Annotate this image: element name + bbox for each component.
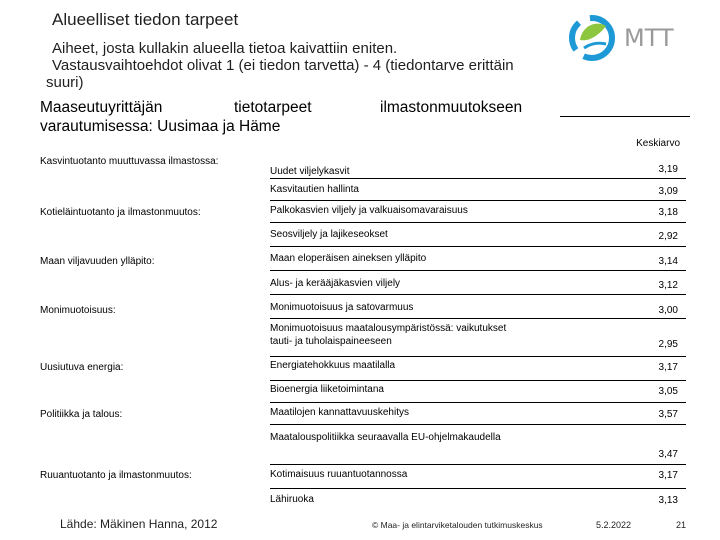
table-row-item: Energiatehokkuus maatilalla (270, 360, 396, 371)
table-row-value: 3,57 (658, 409, 678, 420)
table-row-item: Maatalouspolitiikka seuraavalla EU-ohjelmakaudella (270, 432, 501, 443)
row-divider (270, 270, 686, 271)
table-row-value: 3,00 (658, 305, 678, 316)
row-divider (270, 200, 686, 201)
subtitle-word-1: Maaseutuyrittäjän (40, 99, 163, 116)
category-label: Kotieläintuotanto ja ilmastonmuutos: (40, 207, 201, 218)
table-row-item: Monimuotoisuus ja satovarmuus (270, 302, 414, 313)
table-row-item: Kasvitautien hallinta (270, 184, 359, 195)
category-label: Uusiutuva energia: (40, 362, 124, 373)
table-row-value: 3,18 (658, 207, 678, 218)
table-row-item: Lähiruoka (270, 494, 314, 505)
table-row-value: 3,17 (658, 362, 678, 373)
intro-text (40, 40, 560, 91)
table-row-value: 3,47 (658, 449, 678, 460)
table-row-value: 3,12 (658, 280, 678, 291)
page-number: 21 (676, 520, 687, 530)
table-row-item: Kotimaisuus ruuantuotannossa (270, 469, 408, 480)
leaf-mark-icon (572, 18, 612, 58)
table-row-item: Alus- ja kerääjäkasvien viljely (270, 278, 401, 289)
table-row-item: Uudet viljelykasvit (270, 166, 350, 177)
value-column-header: Keskiarvo (636, 138, 680, 149)
row-divider (270, 222, 686, 223)
row-divider (270, 380, 686, 381)
row-divider (270, 464, 686, 465)
subtitle-word-3: ilmastonmuutokseen (380, 99, 523, 116)
row-divider (270, 318, 686, 319)
table-row-item: Monimuotoisuus maatalousympäristössä: vaikutukset tauti- ja tuholaispaineeseen (270, 323, 507, 347)
table-row-value: 3,19 (658, 164, 678, 175)
header-divider (560, 116, 690, 117)
category-label: Politiikka ja talous: (40, 409, 123, 420)
intro-line-1: Aiheet, josta kullakin alueella tietoa kaivattiin eniten. (52, 40, 398, 57)
mtt-logo (566, 8, 696, 68)
logo-wordmark: MTT (624, 24, 674, 52)
row-divider (270, 178, 686, 179)
table-row-item: Maan eloperäisen aineksen ylläpito (270, 253, 427, 264)
category-label: Ruuantuotanto ja ilmastonmuutos: (40, 470, 192, 481)
row-divider (270, 294, 686, 295)
category-label: Monimuotoisuus: (40, 305, 116, 316)
table-row-value: 3,17 (658, 470, 678, 481)
source-note: Lähde: Mäkinen Hanna, 2012 (60, 517, 218, 531)
table-row-item: Palkokasvien viljely ja valkuaisomavaraisuus (270, 205, 468, 216)
table-row-value: 3,14 (658, 256, 678, 267)
row-divider (270, 356, 686, 357)
row-divider (270, 488, 686, 489)
row-divider (270, 402, 686, 403)
intro-line-2: Vastausvaihtoehdot olivat 1 (ei tiedon tarvetta) - 4 (tiedontarve erittäin (52, 57, 514, 74)
slide-title: Alueelliset tiedon tarpeet (52, 10, 239, 29)
category-label: Maan viljavuuden ylläpito: (40, 256, 155, 267)
table-row-item: Bioenergia liiketoimintana (270, 384, 384, 395)
table-row-item: Maatilojen kannattavuuskehitys (270, 407, 409, 418)
table-row-value: 3,09 (658, 186, 678, 197)
table-row-value: 3,13 (658, 495, 678, 506)
slide-date: 5.2.2022 (596, 520, 632, 530)
copyright-note: © Maa- ja elintarviketalouden tutkimuskeskus (372, 520, 543, 530)
category-label: Kasvintuotanto muuttuvassa ilmastossa: (40, 156, 219, 167)
intro-line-3: suuri) (46, 74, 84, 91)
row-divider (270, 424, 686, 425)
subtitle-word-2: tietotarpeet (234, 99, 312, 116)
table-row-item: Seosviljely ja lajikeseokset (270, 229, 388, 240)
table-row-value: 2,92 (658, 231, 678, 242)
table-row-value: 2,95 (658, 339, 678, 350)
row-divider (270, 246, 686, 247)
table-row-value: 3,05 (658, 386, 678, 397)
subtitle-line-2: varautumisessa: Uusimaa ja Häme (40, 118, 281, 135)
